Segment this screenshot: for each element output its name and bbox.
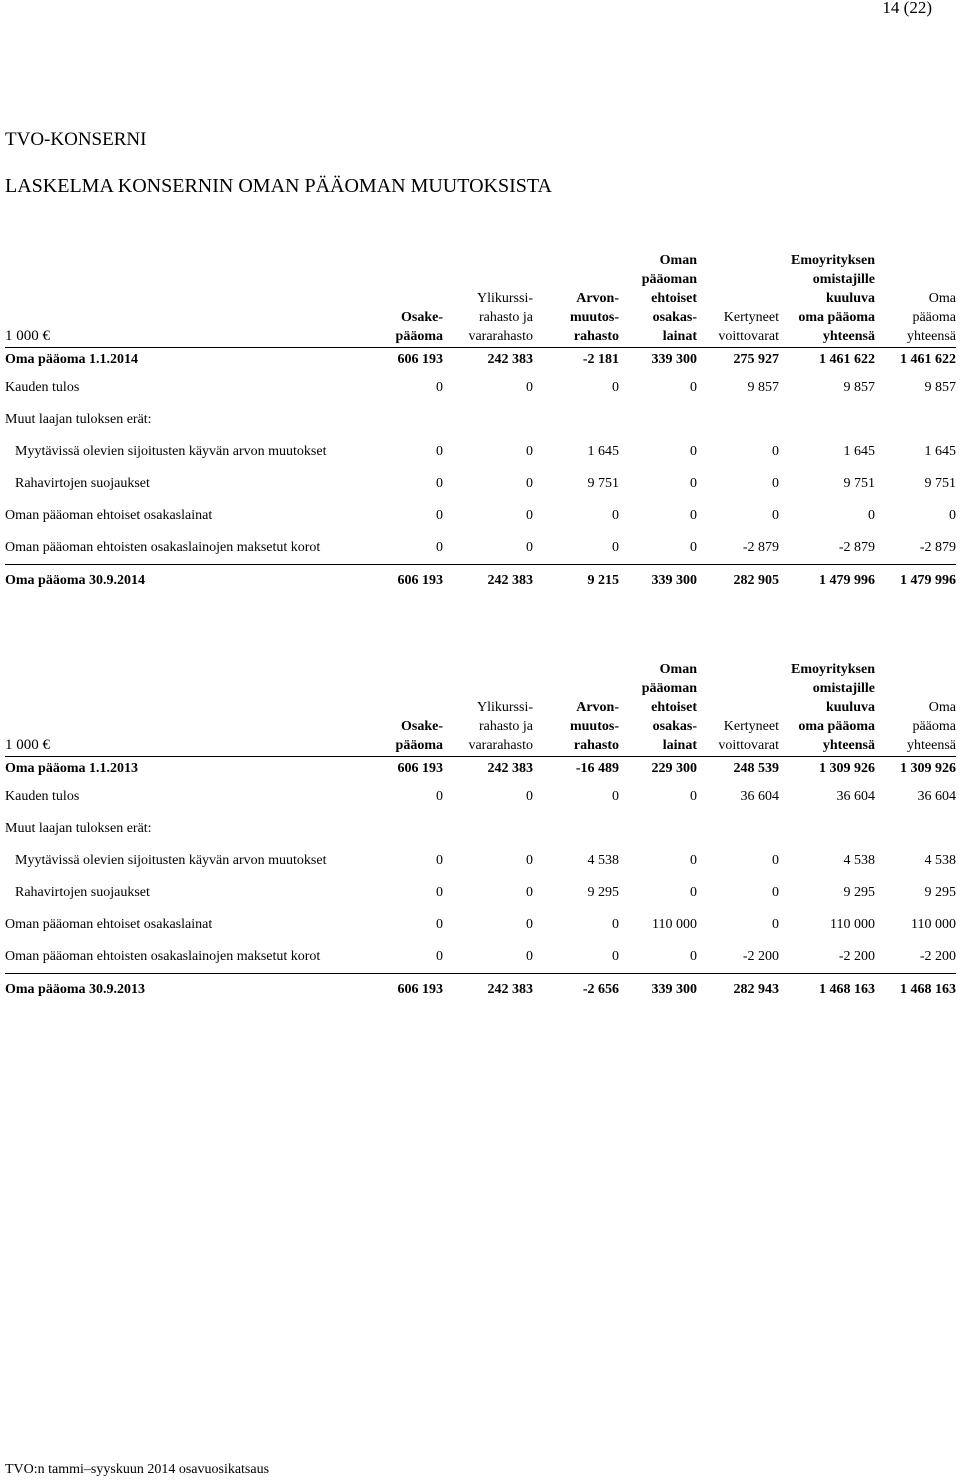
amount-cell	[619, 404, 697, 436]
column-header	[697, 660, 779, 757]
row-label: Oma pääoma 30.9.2013	[5, 981, 145, 997]
column-header-line: pääoma	[395, 738, 443, 753]
amount-cell: 0	[436, 444, 443, 459]
amount-cell: 0	[436, 853, 443, 868]
amount-cell	[361, 404, 443, 436]
amount-cell: 0	[772, 853, 779, 868]
column-header-line: Osake-	[401, 719, 443, 734]
column-header-row	[5, 251, 956, 348]
amount-cell: 606 193	[397, 572, 443, 588]
amount-cell: 0	[436, 789, 443, 804]
column-header-line: Kertyneet	[723, 719, 779, 734]
table-row	[5, 532, 956, 565]
amount-cell: 0	[612, 508, 619, 523]
column-header-line: Arvon-	[576, 700, 619, 715]
amount-cell: 0	[690, 508, 697, 523]
column-header	[533, 660, 619, 757]
table-row	[5, 500, 956, 532]
row-label: Rahavirtojen suojaukset	[15, 476, 150, 491]
table-row	[5, 845, 956, 877]
column-header-line: oma pääoma	[798, 719, 875, 734]
column-header-line: Oman	[659, 662, 697, 677]
amount-cell: 9 295	[587, 885, 619, 900]
amount-cell: 0	[526, 949, 533, 964]
column-header	[619, 660, 697, 757]
column-header-line: Oma	[928, 700, 956, 715]
row-label: Muut laajan tuloksen erät:	[5, 821, 152, 836]
amount-cell: 339 300	[651, 352, 697, 367]
table-row	[5, 404, 956, 436]
column-header-line: yhteensä	[907, 738, 956, 753]
amount-cell: 1 461 622	[819, 352, 875, 367]
column-header-line: rahasto ja	[478, 310, 533, 325]
table-row	[5, 813, 956, 845]
amount-cell: -2 181	[582, 352, 619, 367]
row-label: Kauden tulos	[5, 789, 80, 804]
amount-cell: 110 000	[652, 917, 697, 932]
row-label: Oman pääoman ehtoiset osakaslainat	[5, 508, 213, 523]
column-header	[361, 660, 443, 757]
amount-cell: 0	[772, 444, 779, 459]
amount-cell: 606 193	[397, 352, 443, 367]
amount-cell: 9 751	[587, 476, 619, 491]
row-label: Oma pääoma 1.1.2013	[5, 761, 138, 776]
equity-statement-table-2014	[5, 251, 956, 596]
amount-cell: 1 645	[587, 444, 619, 459]
column-header	[619, 251, 697, 348]
amount-cell: 4 538	[587, 853, 619, 868]
amount-cell: 0	[690, 540, 697, 555]
table-row	[5, 941, 956, 974]
column-header-line: yhteensä	[822, 738, 875, 753]
amount-cell: 0	[612, 949, 619, 964]
amount-cell: -2 879	[838, 540, 875, 555]
balance-row	[5, 348, 956, 373]
equity-statement-table-2013	[5, 660, 956, 1005]
amount-cell: 0	[526, 380, 533, 395]
amount-cell: 0	[526, 508, 533, 523]
column-header	[443, 251, 533, 348]
column-header-line: Emoyrityksen	[791, 253, 875, 268]
unit-label: 1 000 €	[5, 737, 50, 753]
column-header-line: kuuluva	[825, 291, 875, 306]
amount-cell: 1 309 926	[900, 761, 956, 776]
column-header-line: Emoyrityksen	[791, 662, 875, 677]
amount-cell: 4 538	[924, 853, 956, 868]
amount-cell: 9 295	[843, 885, 875, 900]
table-row	[5, 372, 956, 404]
amount-cell: 9 857	[747, 380, 779, 395]
amount-cell: 606 193	[397, 761, 443, 776]
amount-cell: 606 193	[397, 981, 443, 997]
amount-cell: 9 751	[924, 476, 956, 491]
amount-cell: 0	[436, 508, 443, 523]
column-header-line: rahasto	[573, 329, 619, 344]
column-header-line: osakas-	[652, 719, 697, 734]
column-header-line: voittovarat	[718, 738, 779, 753]
row-label: Rahavirtojen suojaukset	[15, 885, 150, 900]
amount-cell: 0	[949, 508, 956, 523]
amount-cell: 0	[690, 444, 697, 459]
amount-cell: 0	[436, 380, 443, 395]
amount-cell: 0	[868, 508, 875, 523]
table-row	[5, 781, 956, 813]
column-header-line: omistajille	[812, 681, 875, 696]
amount-cell: 282 943	[733, 981, 779, 997]
column-header-line: Ylikurssi-	[477, 700, 533, 715]
amount-cell: 0	[690, 885, 697, 900]
amount-cell: 0	[436, 917, 443, 932]
amount-cell: 242 383	[487, 352, 533, 367]
amount-cell: -2 656	[582, 981, 619, 997]
row-label: Myytävissä olevien sijoitusten käyvän arvon muutokset	[15, 444, 327, 459]
amount-cell: 339 300	[651, 981, 697, 997]
column-header-line: muutos-	[569, 719, 619, 734]
page-footer: TVO:n tammi–syyskuun 2014 osavuosikatsaus	[5, 1462, 270, 1477]
amount-cell	[779, 813, 875, 845]
amount-cell: 0	[772, 508, 779, 523]
amount-cell: 1 645	[843, 444, 875, 459]
company-name: TVO-KONSERNI	[5, 129, 147, 150]
column-header-line: ehtoiset	[651, 700, 697, 715]
column-header-line: lainat	[662, 329, 697, 344]
column-header-line: lainat	[662, 738, 697, 753]
amount-cell: 0	[526, 476, 533, 491]
amount-cell: 1 645	[924, 444, 956, 459]
column-header-line: yhteensä	[822, 329, 875, 344]
column-header	[779, 251, 875, 348]
column-header	[697, 251, 779, 348]
amount-cell: 1 309 926	[819, 761, 875, 776]
amount-cell: 0	[526, 885, 533, 900]
amount-cell: 0	[690, 476, 697, 491]
column-header-line: kuuluva	[825, 700, 875, 715]
amount-cell: -2 879	[919, 540, 956, 555]
column-header-line: pääoma	[912, 310, 956, 325]
column-header-row	[5, 660, 956, 757]
amount-cell: 0	[612, 917, 619, 932]
amount-cell: 9 751	[843, 476, 875, 491]
column-header	[875, 251, 956, 348]
amount-cell: 242 383	[487, 981, 533, 997]
column-header-line: Arvon-	[576, 291, 619, 306]
column-header-line: Oman	[659, 253, 697, 268]
amount-cell: 339 300	[651, 572, 697, 588]
table-row	[5, 909, 956, 941]
row-label: Oman pääoman ehtoiset osakaslainat	[5, 917, 213, 932]
amount-cell: 0	[690, 380, 697, 395]
column-header-line: omistajille	[812, 272, 875, 287]
amount-cell: 0	[612, 540, 619, 555]
amount-cell: 36 604	[917, 789, 956, 804]
column-header-line: Ylikurssi-	[477, 291, 533, 306]
amount-cell: 0	[436, 476, 443, 491]
row-label: Oma pääoma 1.1.2014	[5, 352, 138, 367]
amount-cell: 9 857	[843, 380, 875, 395]
amount-cell	[533, 813, 619, 845]
amount-cell: 282 905	[733, 572, 779, 588]
column-header-line: Oma	[928, 291, 956, 306]
amount-cell: 0	[690, 949, 697, 964]
amount-cell: 9 857	[924, 380, 956, 395]
amount-cell: 0	[772, 476, 779, 491]
row-label: Muut laajan tuloksen erät:	[5, 412, 152, 427]
column-header-line: pääoma	[395, 329, 443, 344]
column-header	[361, 251, 443, 348]
amount-cell: 9 215	[587, 572, 619, 588]
column-header-line: oma pääoma	[798, 310, 875, 325]
column-header-line: pääoman	[641, 681, 697, 696]
column-header	[533, 251, 619, 348]
amount-cell	[779, 404, 875, 436]
amount-cell: 242 383	[487, 572, 533, 588]
column-header-line: osakas-	[652, 310, 697, 325]
amount-cell: 36 604	[836, 789, 875, 804]
amount-cell: 0	[612, 789, 619, 804]
table-row	[5, 877, 956, 909]
unit-label: 1 000 €	[5, 328, 50, 344]
amount-cell: 0	[436, 885, 443, 900]
balance-row	[5, 565, 956, 597]
amount-cell: 0	[436, 949, 443, 964]
column-header-line: yhteensä	[907, 329, 956, 344]
amount-cell: -2 879	[742, 540, 779, 555]
amount-cell: -2 200	[838, 949, 875, 964]
amount-cell: 110 000	[911, 917, 956, 932]
page-number: 14 (22)	[882, 0, 932, 17]
table-row	[5, 468, 956, 500]
amount-cell: -2 200	[742, 949, 779, 964]
amount-cell: 229 300	[651, 761, 697, 776]
row-label: Oman pääoman ehtoisten osakaslainojen maksetut korot	[5, 949, 321, 964]
amount-cell	[697, 813, 779, 845]
amount-cell	[875, 813, 956, 845]
amount-cell: 110 000	[830, 917, 875, 932]
amount-cell: 36 604	[740, 789, 779, 804]
column-header-line: Kertyneet	[723, 310, 779, 325]
amount-cell: 0	[612, 380, 619, 395]
amount-cell	[697, 404, 779, 436]
amount-cell: 4 538	[843, 853, 875, 868]
column-header-line: rahasto ja	[478, 719, 533, 734]
column-header-line: muutos-	[569, 310, 619, 325]
row-label: Oma pääoma 30.9.2014	[5, 572, 145, 588]
column-header-line: Osake-	[401, 310, 443, 325]
amount-cell: 0	[690, 789, 697, 804]
amount-cell: 1 479 996	[819, 572, 875, 588]
amount-cell: 242 383	[487, 761, 533, 776]
amount-cell	[361, 813, 443, 845]
amount-cell: 0	[690, 853, 697, 868]
amount-cell	[443, 813, 533, 845]
balance-row	[5, 757, 956, 782]
row-label: Kauden tulos	[5, 380, 80, 395]
amount-cell	[533, 404, 619, 436]
amount-cell	[875, 404, 956, 436]
column-header	[443, 660, 533, 757]
amount-cell: 1 479 996	[900, 572, 956, 588]
amount-cell: 0	[526, 789, 533, 804]
amount-cell	[443, 404, 533, 436]
amount-cell: 0	[772, 917, 779, 932]
column-header	[779, 660, 875, 757]
amount-cell: 0	[526, 540, 533, 555]
amount-cell: 248 539	[733, 761, 779, 776]
table-row	[5, 436, 956, 468]
amount-cell: 275 927	[733, 352, 779, 367]
amount-cell: 0	[436, 540, 443, 555]
row-label: Oman pääoman ehtoisten osakaslainojen maksetut korot	[5, 540, 321, 555]
statement-title: LASKELMA KONSERNIN OMAN PÄÄOMAN MUUTOKSISTA	[5, 175, 552, 197]
column-header-line: voittovarat	[718, 329, 779, 344]
amount-cell: 1 468 163	[819, 981, 875, 997]
amount-cell: 9 295	[924, 885, 956, 900]
column-header-line: ehtoiset	[651, 291, 697, 306]
column-header-line: vararahasto	[468, 738, 533, 753]
amount-cell: 0	[772, 885, 779, 900]
balance-row	[5, 974, 956, 1006]
amount-cell: -16 489	[575, 761, 619, 776]
column-header-line: rahasto	[573, 738, 619, 753]
amount-cell: 0	[526, 444, 533, 459]
amount-cell: 1 461 622	[900, 352, 956, 367]
amount-cell: 1 468 163	[900, 981, 956, 997]
amount-cell: 0	[526, 917, 533, 932]
column-header-line: pääoma	[912, 719, 956, 734]
amount-cell: 0	[526, 853, 533, 868]
column-header-line: vararahasto	[468, 329, 533, 344]
row-label: Myytävissä olevien sijoitusten käyvän arvon muutokset	[15, 853, 327, 868]
amount-cell: -2 200	[919, 949, 956, 964]
column-header-line: pääoman	[641, 272, 697, 287]
amount-cell	[619, 813, 697, 845]
column-header	[875, 660, 956, 757]
